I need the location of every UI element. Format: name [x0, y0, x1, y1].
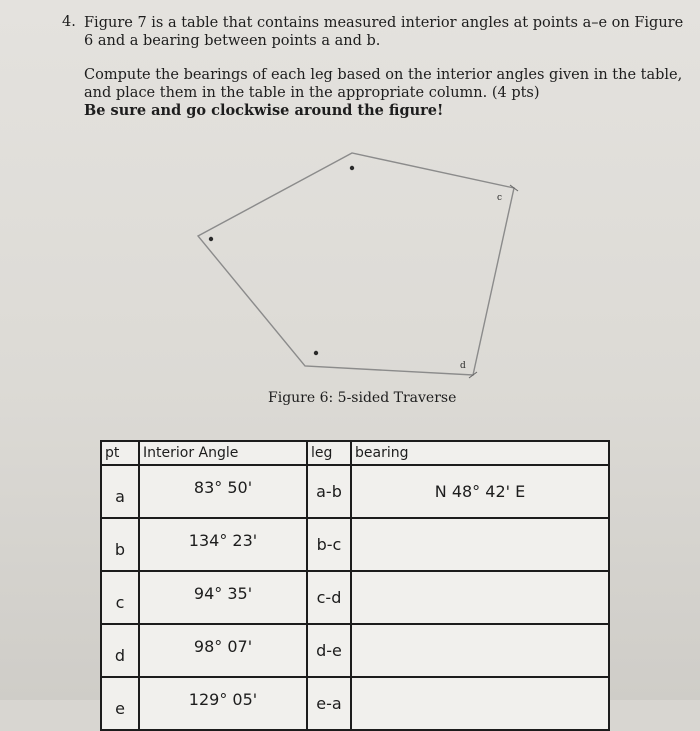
point-label-d: d [460, 361, 466, 371]
bearing-cell[interactable] [351, 677, 609, 730]
table-row [101, 465, 609, 518]
table-row [101, 677, 609, 730]
point-label-c: c [497, 193, 503, 203]
header-leg: leg [307, 441, 351, 465]
table-row [101, 518, 609, 571]
table-header-row [101, 441, 609, 465]
header-pt: pt [101, 441, 139, 465]
pt-cell: c [101, 571, 139, 624]
angle-cell: 98° 07' [139, 624, 307, 677]
pt-cell: e [101, 677, 139, 730]
traverse-table [100, 440, 610, 731]
angle-cell: 83° 50' [139, 465, 307, 518]
pt-cell: d [101, 624, 139, 677]
bearing-cell[interactable] [351, 571, 609, 624]
leg-cell: a-b [307, 465, 351, 518]
bearing-cell[interactable] [351, 624, 609, 677]
header-bearing: bearing [351, 441, 609, 465]
bearing-cell[interactable]: N 48° 42' E [351, 465, 609, 518]
pt-cell: a [101, 465, 139, 518]
table-row [101, 571, 609, 624]
table-row [101, 624, 609, 677]
leg-cell: e-a [307, 677, 351, 730]
task-emphasis: Be sure and go clockwise around the figure! [84, 102, 444, 119]
angle-cell: 134° 23' [139, 518, 307, 571]
bearing-cell[interactable] [351, 518, 609, 571]
traverse-polygon [198, 153, 514, 375]
problem-intro: Figure 7 is a table that contains measured interior angles at points a–e on Figure 6 and a bearing between points a and b. [84, 15, 684, 49]
header-interior-angle: Interior Angle [139, 441, 307, 465]
angle-cell: 94° 35' [139, 571, 307, 624]
figure-caption: Figure 6: 5-sided Traverse [268, 390, 457, 406]
pt-cell: b [101, 518, 139, 571]
leg-cell: d-e [307, 624, 351, 677]
task-text: Compute the bearings of each leg based on the interior angles given in the table, and place them in the table in the appropriate column. (4 pts) [84, 67, 683, 101]
leg-cell: c-d [307, 571, 351, 624]
problem-number: 4. [62, 14, 76, 30]
leg-cell: b-c [307, 518, 351, 571]
angle-cell: 129° 05' [139, 677, 307, 730]
